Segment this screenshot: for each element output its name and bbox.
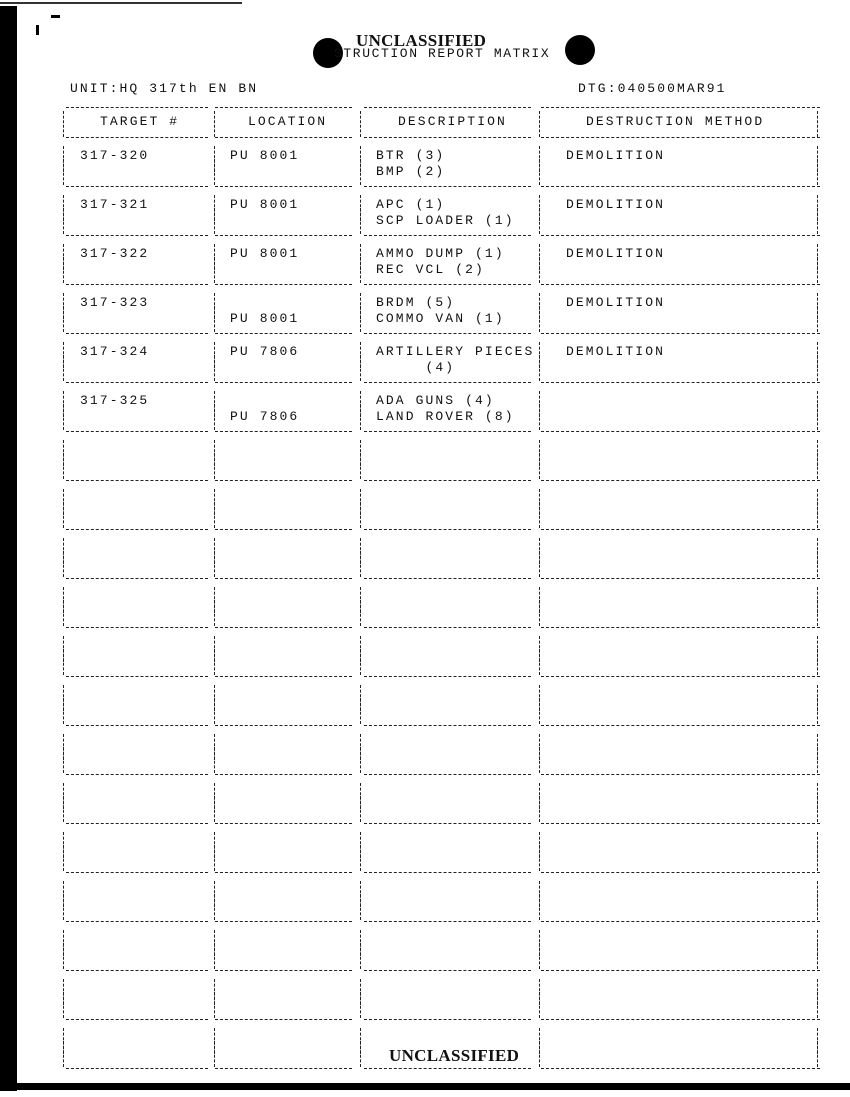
column-divider [63, 600, 64, 626]
column-divider [214, 257, 215, 283]
column-divider [360, 502, 361, 528]
column-divider [63, 306, 64, 332]
column-divider [360, 551, 361, 577]
column-divider [817, 992, 818, 1018]
column-divider [63, 698, 64, 724]
row-divider [215, 137, 352, 138]
location: PU 7806 [230, 344, 300, 359]
column-divider [214, 404, 215, 430]
column-divider [360, 943, 361, 969]
column-divider [539, 943, 540, 969]
column-header: DESCRIPTION [398, 114, 507, 129]
row-divider [541, 1019, 820, 1020]
description: LAND ROVER (8) [376, 409, 515, 424]
column-divider [63, 894, 64, 920]
row-divider [541, 872, 820, 873]
description: APC (1) [376, 197, 446, 212]
row-divider [215, 186, 352, 187]
row-divider [364, 627, 531, 628]
row-divider [364, 823, 531, 824]
column-divider [214, 796, 215, 822]
column-divider [360, 208, 361, 234]
column-header: DESTRUCTION METHOD [586, 114, 765, 129]
column-divider [817, 943, 818, 969]
column-divider [214, 845, 215, 871]
classification-bottom: UNCLASSIFIED [389, 1046, 520, 1065]
column-divider [63, 796, 64, 822]
description: BMP (2) [376, 164, 446, 179]
row-divider [215, 676, 352, 677]
target-number: 317-323 [80, 295, 150, 310]
column-divider [817, 111, 818, 137]
column-divider [63, 208, 64, 234]
column-divider [817, 502, 818, 528]
dtg-label: DTG:040500MAR91 [578, 81, 727, 96]
column-divider [817, 159, 818, 185]
row-divider [541, 725, 820, 726]
column-divider [214, 208, 215, 234]
column-divider [360, 600, 361, 626]
row-divider [215, 1019, 352, 1020]
destruction-method: DEMOLITION [566, 344, 666, 359]
destruction-method: DEMOLITION [566, 295, 666, 310]
column-divider [214, 894, 215, 920]
row-divider [364, 774, 531, 775]
punch-hole-right [565, 35, 595, 65]
row-divider [541, 107, 820, 108]
column-divider [214, 698, 215, 724]
location: PU 7806 [230, 409, 300, 424]
column-divider [214, 111, 215, 137]
description: BRDM (5) [376, 295, 456, 310]
column-divider [63, 649, 64, 675]
classification-top: UNCLASSIFIED [356, 31, 487, 50]
column-divider [817, 649, 818, 675]
row-divider [215, 284, 352, 285]
column-divider [539, 845, 540, 871]
unit-label: UNIT:HQ 317th EN BN [70, 81, 259, 96]
column-divider [360, 649, 361, 675]
column-divider [214, 600, 215, 626]
row-divider [541, 921, 820, 922]
column-divider [63, 453, 64, 479]
column-divider [539, 1041, 540, 1067]
row-divider [66, 872, 208, 873]
location: PU 8001 [230, 197, 300, 212]
row-divider [215, 235, 352, 236]
row-divider [364, 333, 531, 334]
column-divider [63, 502, 64, 528]
row-divider [541, 284, 820, 285]
column-divider [539, 159, 540, 185]
row-divider [541, 333, 820, 334]
row-divider [66, 1068, 208, 1069]
description: ARTILLERY PIECES [376, 344, 535, 359]
column-divider [214, 453, 215, 479]
row-divider [215, 107, 352, 108]
row-divider [364, 1019, 531, 1020]
row-divider [215, 382, 352, 383]
row-divider [215, 480, 352, 481]
column-divider [539, 404, 540, 430]
column-divider [360, 404, 361, 430]
row-divider [66, 1019, 208, 1020]
row-divider [215, 1068, 352, 1069]
column-divider [63, 992, 64, 1018]
scan-edge-bottom [0, 1083, 850, 1090]
column-divider [214, 992, 215, 1018]
column-divider [360, 894, 361, 920]
location: PU 8001 [230, 246, 300, 261]
column-divider [63, 845, 64, 871]
column-divider [817, 453, 818, 479]
column-divider [63, 551, 64, 577]
column-divider [214, 159, 215, 185]
row-divider [66, 970, 208, 971]
row-divider [364, 578, 531, 579]
row-divider [66, 529, 208, 530]
target-number: 317-325 [80, 393, 150, 408]
report-title: STRUCTION REPORT MATRIX [334, 46, 551, 61]
destruction-method: DEMOLITION [566, 246, 666, 261]
row-divider [66, 921, 208, 922]
column-divider [817, 698, 818, 724]
row-divider [66, 725, 208, 726]
column-divider [539, 747, 540, 773]
row-divider [215, 725, 352, 726]
row-divider [215, 970, 352, 971]
column-divider [817, 1041, 818, 1067]
column-divider [817, 404, 818, 430]
row-divider [541, 529, 820, 530]
column-divider [214, 1041, 215, 1067]
scan-edge-top [0, 2, 242, 4]
column-divider [539, 551, 540, 577]
description: AMMO DUMP (1) [376, 246, 505, 261]
target-number: 317-321 [80, 197, 150, 212]
row-divider [541, 235, 820, 236]
column-divider [63, 111, 64, 137]
column-divider [817, 747, 818, 773]
row-divider [66, 186, 208, 187]
column-divider [63, 943, 64, 969]
column-divider [539, 796, 540, 822]
row-divider [541, 823, 820, 824]
column-divider [817, 306, 818, 332]
column-divider [360, 796, 361, 822]
row-divider [541, 578, 820, 579]
column-divider [539, 649, 540, 675]
row-divider [66, 107, 208, 108]
column-divider [539, 208, 540, 234]
row-divider [541, 970, 820, 971]
row-divider [364, 107, 531, 108]
column-divider [539, 894, 540, 920]
row-divider [541, 137, 820, 138]
column-divider [539, 257, 540, 283]
row-divider [215, 921, 352, 922]
column-divider [360, 257, 361, 283]
row-divider [66, 480, 208, 481]
column-divider [360, 159, 361, 185]
column-divider [214, 502, 215, 528]
column-divider [817, 551, 818, 577]
row-divider [66, 235, 208, 236]
row-divider [541, 774, 820, 775]
description: (4) [376, 360, 456, 375]
destruction-method: DEMOLITION [566, 148, 666, 163]
row-divider [541, 186, 820, 187]
scan-edge-left [0, 6, 17, 1091]
column-divider [63, 404, 64, 430]
column-divider [817, 600, 818, 626]
column-divider [817, 894, 818, 920]
scan-artifact [51, 15, 60, 18]
row-divider [541, 480, 820, 481]
row-divider [215, 578, 352, 579]
row-divider [215, 431, 352, 432]
row-divider [66, 333, 208, 334]
row-divider [66, 627, 208, 628]
column-divider [817, 355, 818, 381]
description: ADA GUNS (4) [376, 393, 495, 408]
row-divider [364, 382, 531, 383]
column-divider [214, 306, 215, 332]
target-number: 317-322 [80, 246, 150, 261]
row-divider [364, 186, 531, 187]
column-divider [360, 111, 361, 137]
column-divider [214, 551, 215, 577]
column-divider [817, 796, 818, 822]
column-divider [63, 747, 64, 773]
scan-artifact [36, 25, 39, 35]
target-number: 317-320 [80, 148, 150, 163]
location: PU 8001 [230, 148, 300, 163]
row-divider [364, 235, 531, 236]
destruction-method: DEMOLITION [566, 197, 666, 212]
column-divider [360, 698, 361, 724]
row-divider [541, 627, 820, 628]
column-divider [539, 453, 540, 479]
row-divider [541, 676, 820, 677]
column-divider [360, 453, 361, 479]
column-divider [817, 208, 818, 234]
row-divider [364, 970, 531, 971]
row-divider [66, 823, 208, 824]
target-number: 317-324 [80, 344, 150, 359]
row-divider [215, 627, 352, 628]
row-divider [215, 872, 352, 873]
description: BTR (3) [376, 148, 446, 163]
row-divider [215, 529, 352, 530]
row-divider [364, 480, 531, 481]
column-divider [360, 355, 361, 381]
location: PU 8001 [230, 311, 300, 326]
row-divider [66, 137, 208, 138]
row-divider [66, 578, 208, 579]
column-divider [539, 111, 540, 137]
column-divider [360, 306, 361, 332]
column-divider [214, 649, 215, 675]
row-divider [364, 872, 531, 873]
column-divider [360, 1041, 361, 1067]
column-divider [360, 992, 361, 1018]
row-divider [66, 676, 208, 677]
row-divider [66, 284, 208, 285]
column-divider [539, 502, 540, 528]
column-divider [817, 845, 818, 871]
row-divider [364, 1068, 531, 1069]
column-divider [539, 600, 540, 626]
column-divider [539, 355, 540, 381]
row-divider [66, 431, 208, 432]
column-divider [539, 992, 540, 1018]
row-divider [364, 529, 531, 530]
column-divider [360, 747, 361, 773]
description: SCP LOADER (1) [376, 213, 515, 228]
description: REC VCL (2) [376, 262, 485, 277]
row-divider [66, 382, 208, 383]
row-divider [364, 921, 531, 922]
row-divider [215, 774, 352, 775]
row-divider [364, 284, 531, 285]
row-divider [66, 774, 208, 775]
row-divider [364, 137, 531, 138]
column-divider [214, 355, 215, 381]
column-header: LOCATION [248, 114, 328, 129]
row-divider [541, 1068, 820, 1069]
column-divider [63, 257, 64, 283]
column-divider [539, 306, 540, 332]
row-divider [364, 725, 531, 726]
column-header: TARGET # [100, 114, 180, 129]
column-divider [817, 257, 818, 283]
column-divider [63, 355, 64, 381]
column-divider [63, 159, 64, 185]
row-divider [541, 431, 820, 432]
column-divider [63, 1041, 64, 1067]
row-divider [364, 431, 531, 432]
column-divider [360, 845, 361, 871]
row-divider [215, 823, 352, 824]
row-divider [364, 676, 531, 677]
row-divider [541, 382, 820, 383]
column-divider [214, 747, 215, 773]
description: COMMO VAN (1) [376, 311, 505, 326]
column-divider [214, 943, 215, 969]
row-divider [215, 333, 352, 334]
column-divider [539, 698, 540, 724]
